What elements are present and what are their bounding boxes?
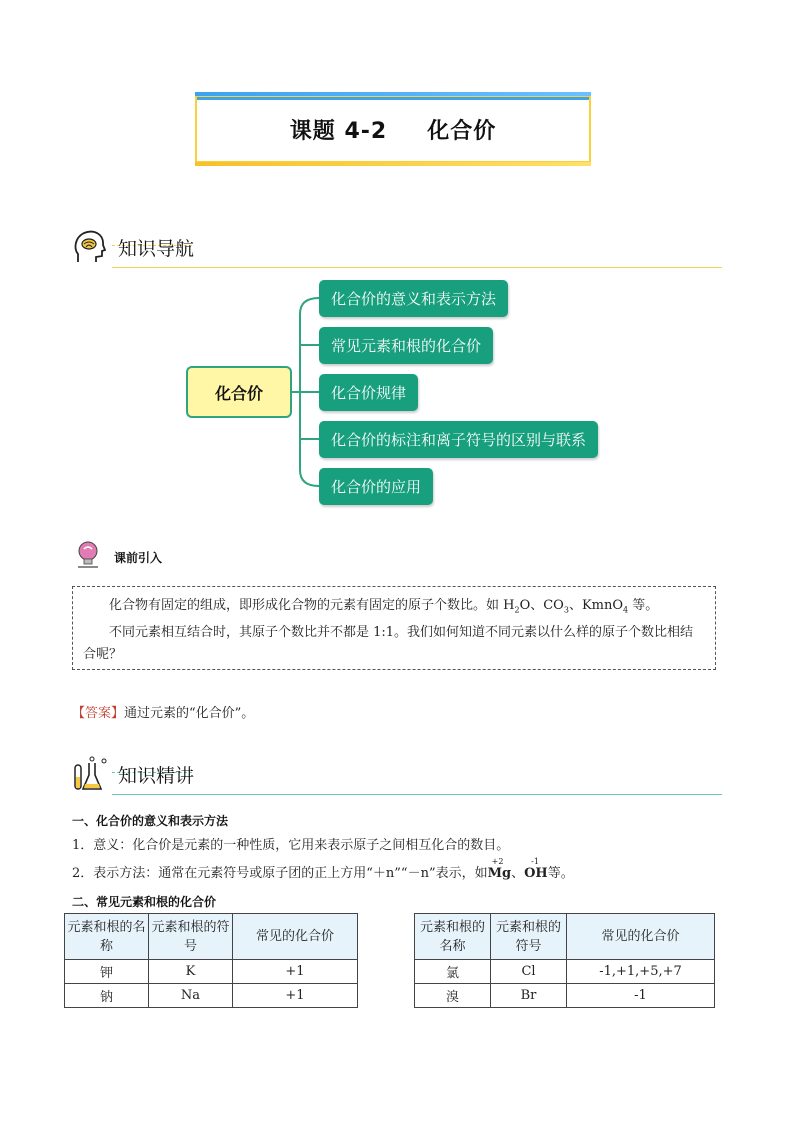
page-title <box>270 114 516 145</box>
col-header: 元素和根的名称 <box>65 914 149 960</box>
col-header: 常见的化合价 <box>567 914 715 960</box>
mindmap-branch-rules: 化合价规律 <box>319 374 418 411</box>
paragraph-notation: 2．表示方法：通常在元素符号或原子团的正上方用“＋n”“－n”表示，如 +2 Mg、 -1 OH等。 <box>72 857 574 881</box>
section-title: 知识导航 <box>118 238 195 260</box>
heading-common-valence: 二、常见元素和根的化合价 <box>72 895 217 909</box>
table-row: 溴 Br -1 <box>415 984 715 1008</box>
mindmap-branch-notation: 化合价的标注和离子符号的区别与联系 <box>319 421 598 458</box>
title-box <box>195 95 591 163</box>
lightbulb-icon <box>74 540 102 570</box>
answer-line <box>72 702 254 721</box>
brain-head-icon <box>72 228 108 266</box>
mindmap-branch-common: 常见元素和根的化合价 <box>319 327 493 364</box>
answer-text: 通过元素的“化合价”。 <box>124 706 255 721</box>
table-row: 钾 K +1 <box>65 960 358 984</box>
section-knowledge-nav <box>72 228 722 268</box>
col-header: 常见的化合价 <box>233 914 358 960</box>
paragraph-meaning: 1．意义：化合价是元素的一种性质，它用来表示原子之间相互化合的数目。 <box>72 838 510 853</box>
mindmap-branch-application: 化合价的应用 <box>319 468 433 505</box>
valence-mg: +2 Mg <box>487 857 512 881</box>
mindmap-center: 化合价 <box>186 366 292 418</box>
valence-oh: -1 OH <box>524 857 548 881</box>
intro-paragraph-2: 不同元素相互结合时，其原子个数比并不都是 1:1。我们如何知道不同元素以什么样的原子个数比相结合呢？ <box>83 624 694 662</box>
table-row: 氯 Cl -1,+1,+5,+7 <box>415 960 715 984</box>
col-header: 元素和根的名称 <box>415 914 491 960</box>
col-header: 元素和根的符号 <box>491 914 567 960</box>
section-title: 知识精讲 <box>118 765 195 787</box>
intro-label: 课前引入 <box>114 551 163 565</box>
valence-table-right <box>414 913 715 1008</box>
intro-paragraph-1: 化合物有固定的组成，即形成化合物的元素有固定的原子个数比。如 $H_2O$、$CO_3$、KmnO$_4$ 等。 <box>109 598 659 615</box>
answer-tag: 【答案】 <box>72 706 125 721</box>
col-header: 元素和根的符号 <box>149 914 233 960</box>
valence-table-left <box>64 913 358 1008</box>
mindmap-branch-meaning: 化合价的意义和表示方法 <box>319 280 508 317</box>
table-row: 钠 Na +1 <box>65 984 358 1008</box>
lesson-name: 化合价 <box>427 118 497 144</box>
heading-meaning: 一、化合价的意义和表示方法 <box>72 814 229 828</box>
intro-box <box>72 586 716 670</box>
section-knowledge-lecture <box>72 755 722 795</box>
lab-flask-icon <box>72 755 108 793</box>
lesson-number: 课题 4-2 <box>289 118 388 144</box>
